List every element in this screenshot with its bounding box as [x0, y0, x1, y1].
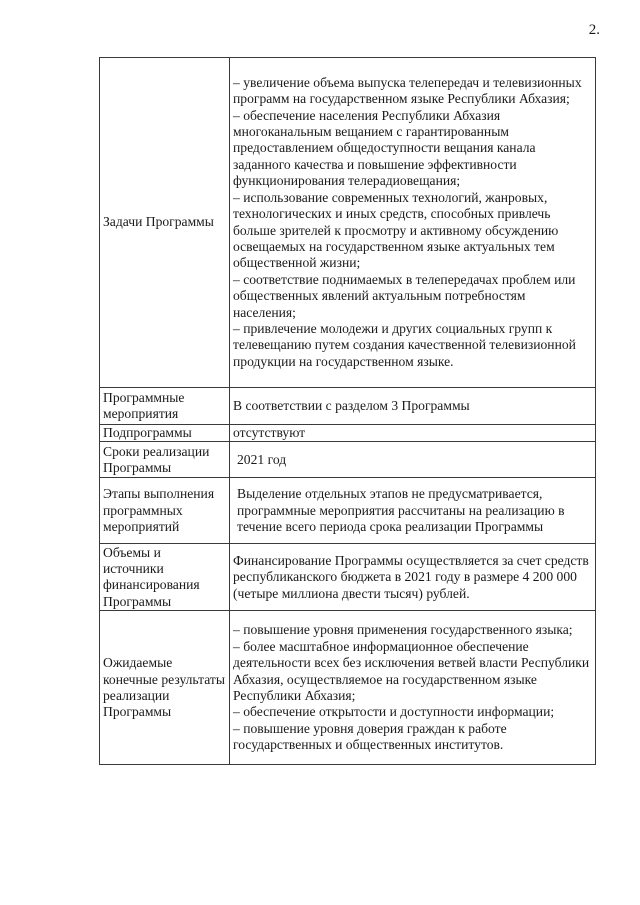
- list-item: – обеспечение населения Республики Абхазия многоканальным вещанием с гарантированным предоставлением общедоступности вещания канала заданного качества и повышение эффективности функционирования телерадиовещания;: [233, 107, 536, 189]
- row-value: [230, 611, 596, 765]
- table-row: [100, 611, 596, 765]
- list-item: – соответствие поднимаемых в телепередачах проблем или общественных явлений актуальным потребностям населения;: [233, 271, 576, 320]
- list-item: – использование современных технологий, жанровых, технологических и иных средств, способных привлечь больше зрителей к просмотру и активному обсуждению освещаемых на государственном языке актуальных тем общественной жизни;: [233, 189, 559, 271]
- table-row: [100, 544, 596, 611]
- table-row: [100, 478, 596, 544]
- list-item: – повышение уровня применения государственного языка;: [233, 622, 573, 638]
- program-passport-table: [99, 57, 596, 765]
- list-item: – привлечение молодежи и других социальных групп к телевещанию путем создания качественной телевизионной продукции на государственном языке.: [233, 320, 576, 369]
- row-value: Финансирование Программы осуществляется за счет средств республиканского бюджета в 2021 году в размере 4 200 000 (четыре миллиона двести тысяч) рублей.: [230, 544, 596, 611]
- table-row: [100, 442, 596, 478]
- row-value: Выделение отдельных этапов не предусматривается, программные мероприятия рассчитаны на реализацию в течение всего периода срока реализации Программы: [230, 478, 596, 544]
- row-value: В соответствии с разделом 3 Программы: [230, 388, 596, 425]
- list-item: – более масштабное информационное обеспечение деятельности всех без исключения ветвей власти Республики Абхазия, осуществляемое на государственном языке Республики Абхазия;: [233, 638, 590, 703]
- table-row: [100, 388, 596, 425]
- list-item: – повышение уровня доверия граждан к работе государственных и общественных институтов.: [233, 720, 507, 753]
- row-label: Задачи Программы: [100, 58, 230, 388]
- row-label: Сроки реализации Программы: [100, 442, 230, 478]
- row-value: [230, 58, 596, 388]
- row-value: 2021 год: [230, 442, 596, 478]
- row-label: Ожидаемые конечные результаты реализации Программы: [100, 611, 230, 765]
- table-row: [100, 58, 596, 388]
- row-label: Программные мероприятия: [100, 388, 230, 425]
- list-item: – увеличение объема выпуска телепередач и телевизионных программ на государственном языке Республики Абхазия;: [233, 74, 582, 107]
- row-label: Объемы и источники финансирования Программы: [100, 544, 230, 611]
- row-value: отсутствуют: [230, 425, 596, 442]
- list-item: – обеспечение открытости и доступности информации;: [233, 704, 555, 720]
- row-label: Подпрограммы: [100, 425, 230, 442]
- page-number: 2.: [588, 22, 600, 38]
- table-row: [100, 425, 596, 442]
- row-label: Этапы выполнения программных мероприятий: [100, 478, 230, 544]
